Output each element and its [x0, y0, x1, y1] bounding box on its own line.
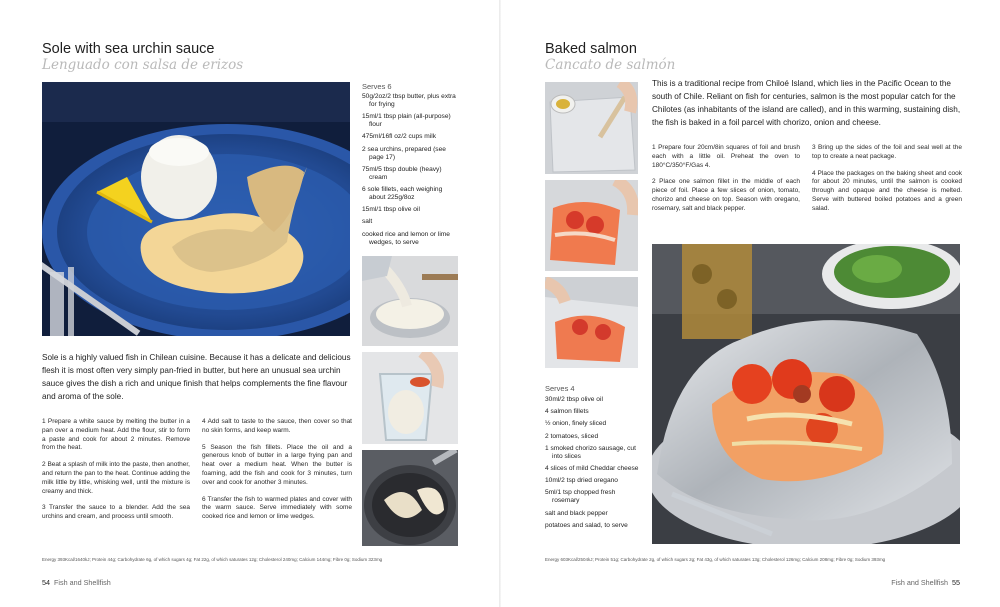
ingredient-item: 15ml/1 tbsp plain (all-purpose) flour: [362, 113, 451, 129]
right-method-column-1: [652, 144, 800, 222]
ingredient-item: 4 salmon fillets: [545, 408, 589, 416]
section-name: Fish and Shellfish: [891, 578, 948, 587]
ingredient-item: 1 smoked chorizo sausage, cut into slices: [545, 444, 636, 460]
ingredient-item: 75ml/5 tbsp double (heavy) cream: [362, 165, 442, 181]
left-nutrition-info: Energy 393Kcal/1640kJ; Protein 44g; Carbohydrate 6g, of which sugars 4g; Fat 22g, of which saturates 12g; Cholesterol 240mg; Calcium 144mg; Fibre 0g; Sodium 323mg: [42, 557, 383, 562]
ingredient-item: 6 sole fillets, each weighing about 225g/8oz: [362, 185, 443, 201]
left-recipe-subtitle: Lenguado con salsa de erizos: [42, 57, 244, 73]
method-step: 3 Bring up the sides of the foil and seal well at the top to create a neat package.: [812, 144, 962, 160]
right-intro-text: This is a traditional recipe from Chiloé Island, which lies in the Pacific Ocean to the south of Chile. Reliant on fish for centuries, salmon is the most popular catch for the Chilotes (as inhabitants of the island are called), and in this warming, sustaining dish, the fish is baked in a foil parcel with chorizo, onion and cheese.: [652, 79, 961, 127]
right-recipe-title: Baked salmon: [545, 41, 637, 57]
blender-photo: [362, 352, 458, 444]
ingredient-item: 475ml/16fl oz/2 cups milk: [362, 133, 437, 141]
ingredient-item: 50g/2oz/2 tbsp butter, plus extra for frying: [362, 93, 456, 108]
ingredient-item: ½ onion, finely sliced: [545, 420, 607, 428]
right-recipe-subtitle: Cancato de salmón: [545, 57, 676, 73]
method-step: 1 Prepare four 20cm/8in squares of foil and brush each with a little oil. Preheat the oven to 180°C/350°F/Gas 4.: [652, 144, 800, 169]
left-recipe-title: Sole with sea urchin sauce: [42, 41, 215, 57]
method-step: 1 Prepare a white sauce by melting the butter in a pan over a medium heat. Add the flour, stir to form a paste and cook for about 2 minutes. Remove from the heat.: [42, 418, 190, 452]
ingredient-item: 4 slices of mild Cheddar cheese: [545, 464, 639, 472]
left-method-column-2: [202, 418, 352, 530]
left-folio: [42, 578, 111, 587]
left-intro-text: Sole is a highly valued fish in Chilean cuisine. Because it has a delicate and delicious flesh it is most often very simply pan-fried in butter, but here an unusual sea urchin sauce gives the dish a rich and unique finish that helps complements the fine flavour and aroma of the sole.: [42, 353, 351, 401]
right-nutrition-info: Energy 603Kcal/2504kJ; Protein 51g; Carbohydrate 2g, of which sugars 2g; Fat 43g, of which saturates 13g; Cholesterol 126mg; Calcium 208mg; Fibre 0g; Sodium 393mg: [545, 557, 886, 562]
frying-pan-photo: [362, 450, 458, 546]
ingredient-item: salt and black pepper: [545, 509, 608, 517]
ingredient-item: potatoes and salad, to serve: [545, 521, 628, 529]
page-number: 54: [42, 578, 50, 587]
ingredient-item: 15ml/1 tbsp olive oil: [362, 206, 420, 214]
method-step: 4 Place the packages on the baking sheet and cook for about 20 minutes, until the salmon is cooked through and opaque and the cheese is melted. Serve with buttered boiled potatoes and a green salad.: [812, 169, 962, 212]
ingredient-item: 5ml/1 tsp chopped fresh rosemary: [545, 489, 616, 505]
ingredient-item: cooked rice and lemon or lime wedges, to serve: [362, 230, 450, 246]
sole-dish-photo: [42, 82, 350, 336]
method-step: 3 Transfer the sauce to a blender. Add the sea urchins and cream, and process until smooth.: [42, 504, 190, 521]
right-method-column-2: [812, 144, 962, 222]
page-number: 55: [952, 578, 960, 587]
baked-salmon-photo: [652, 244, 960, 544]
sealing-parcel-photo: [545, 277, 638, 368]
method-step: 6 Transfer the fish to warmed plates and cover with the warm sauce. Serve immediately with some cooked rice and lemon or lime wedges.: [202, 495, 352, 521]
ingredient-item: salt: [362, 218, 373, 226]
method-step: 5 Season the fish fillets. Place the oil and a generous knob of butter in a large frying pan and heat over a medium heat. When the butter is foaming, add the fish and cook for 3 minutes, turn over and cook for another 3 minutes.: [202, 443, 352, 486]
sauce-pan-photo: [362, 256, 458, 346]
brushing-foil-photo: [545, 82, 638, 174]
left-method-column-1: [42, 418, 190, 530]
ingredient-item: 2 sea urchins, prepared (see page 17): [362, 145, 446, 161]
right-ingredients-list: [545, 396, 643, 534]
salmon-on-foil-photo: [545, 180, 638, 271]
method-step: 2 Place one salmon fillet in the middle of each piece of foil. Place a few slices of onion, tomato, chorizo and cheese on top. Season with oregano, rosemary, salt and black pepper.: [652, 178, 800, 212]
right-serves-label: Serves 4: [545, 384, 575, 393]
right-folio: [891, 578, 960, 587]
section-name: Fish and Shellfish: [54, 578, 111, 587]
ingredient-item: 10ml/2 tsp dried oregano: [545, 477, 618, 485]
method-step: 2 Beat a splash of milk into the paste, then another, and return the pan to the heat. Continue adding the milk little by little, whisking well, until the mixture is creamy and thick.: [42, 461, 190, 495]
method-step: 4 Add salt to taste to the sauce, then cover so that no skin forms, and keep warm.: [202, 418, 352, 434]
left-ingredients-list: [362, 93, 460, 251]
left-serves-label: Serves 6: [362, 82, 392, 91]
ingredient-item: 2 tomatoes, sliced: [545, 432, 599, 440]
ingredient-item: 30ml/2 tbsp olive oil: [545, 396, 603, 403]
book-gutter: [499, 0, 501, 607]
